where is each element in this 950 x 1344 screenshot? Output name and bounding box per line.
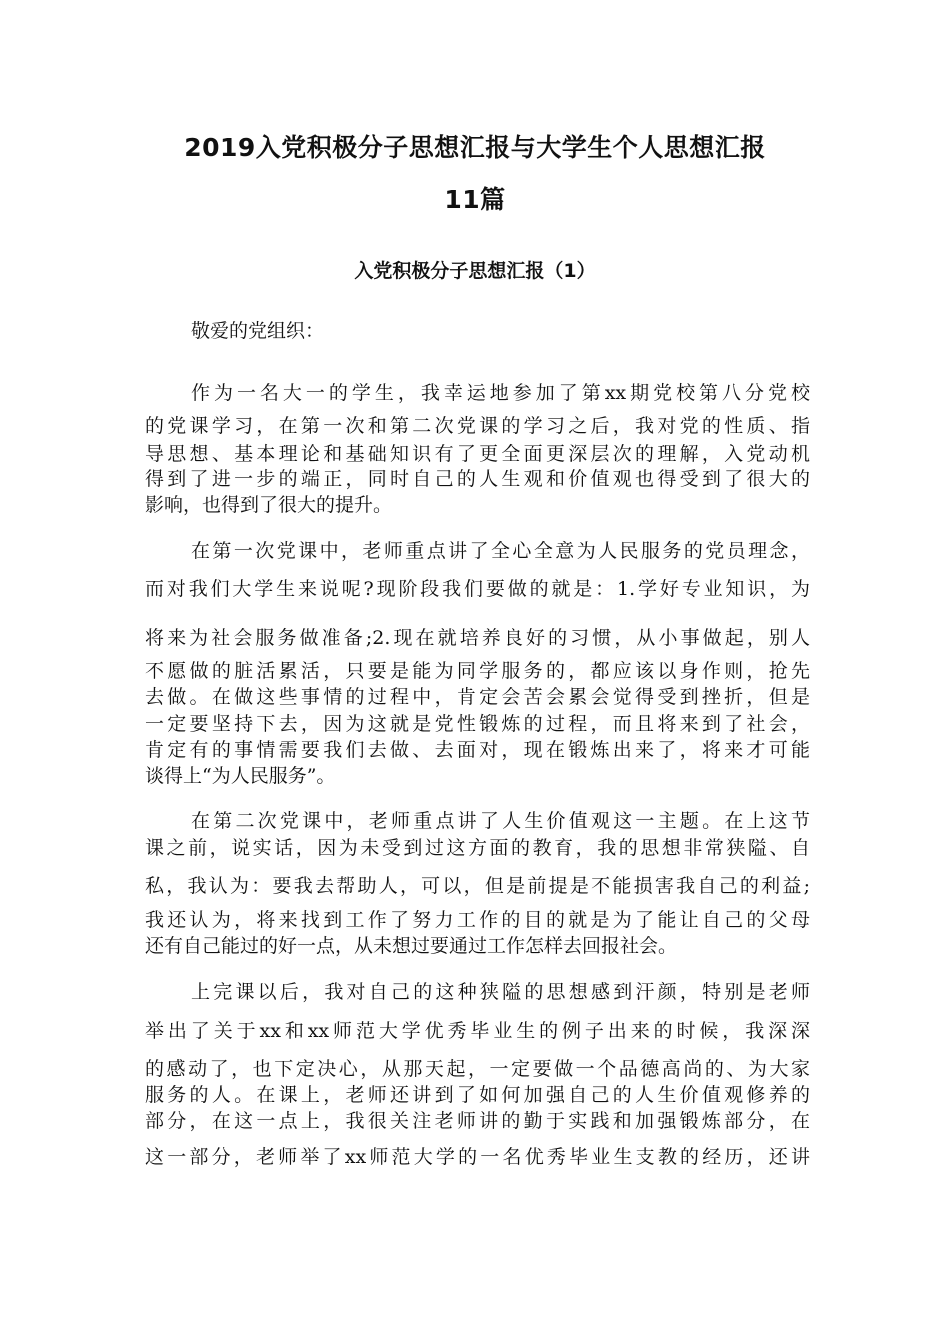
paragraph-2-line-6: 一定要坚持下去，因为这就是党性锻炼的过程，而且将来到了社会， — [145, 713, 810, 735]
paragraph-2-line-2: 而对我们大学生来说呢?现阶段我们要做的就是：1.学好专业知识，为 — [145, 578, 810, 600]
paragraph-1-line-2: 的党课学习，在第一次和第二次党课的学习之后，我对党的性质、指 — [145, 415, 810, 437]
paragraph-4-line-4: 服务的人。在课上，老师还讲到了如何加强自己的人生价值观修养的 — [145, 1084, 810, 1106]
section-heading: 入党积极分子思想汇报（1） — [354, 260, 596, 282]
paragraph-4-line-5: 部分，在这一点上，我很关注老师讲的勤于实践和加强锻炼部分，在 — [145, 1110, 810, 1132]
salutation: 敬爱的党组织： — [191, 320, 325, 342]
document-title-line-2: 11篇 — [444, 185, 506, 214]
paragraph-4-line-6: 这一部分，老师举了xx师范大学的一名优秀毕业生支教的经历，还讲 — [145, 1146, 810, 1168]
paragraph-2-line-3: 将来为社会服务做准备;2.现在就培养良好的习惯，从小事做起，别人 — [145, 627, 810, 649]
paragraph-2-line-1: 在第一次党课中，老师重点讲了全心全意为人民服务的党员理念， — [191, 540, 810, 562]
paragraph-2-line-4: 不愿做的脏活累活，只要是能为同学服务的，都应该以身作则，抢先 — [145, 660, 810, 682]
paragraph-2-line-5: 去做。在做这些事情的过程中，肯定会苦会累会觉得受到挫折，但是 — [145, 686, 810, 708]
paragraph-1-line-1: 作为一名大一的学生，我幸运地参加了第xx期党校第八分党校 — [191, 382, 810, 404]
paragraph-2-line-8: 谈得上“为人民服务”。 — [145, 765, 336, 787]
paragraph-3-line-3: 私，我认为：要我去帮助人，可以，但是前提是不能损害我自己的利益; — [145, 875, 810, 897]
paragraph-4-line-3: 的感动了，也下定决心，从那天起，一定要做一个品德高尚的、为大家 — [145, 1058, 810, 1080]
paragraph-4-line-1: 上完课以后，我对自己的这种狭隘的思想感到汗颜，特别是老师 — [191, 981, 810, 1003]
paragraph-1-line-3: 导思想、基本理论和基础知识有了更全面更深层次的理解，入党动机 — [145, 443, 810, 465]
paragraph-3-line-5: 还有自己能过的好一点，从未想过要通过工作怎样去回报社会。 — [145, 935, 678, 957]
paragraph-1-line-4: 得到了进一步的端正，同时自己的人生观和价值观也得受到了很大的 — [145, 468, 810, 490]
paragraph-2-line-7: 肯定有的事情需要我们去做、去面对，现在锻炼出来了，将来才可能 — [145, 739, 810, 761]
document-title-line-1: 2019入党积极分子思想汇报与大学生个人思想汇报 — [184, 133, 766, 162]
paragraph-4-line-2: 举出了关于xx和xx师范大学优秀毕业生的例子出来的时候，我深深 — [145, 1020, 810, 1042]
paragraph-3-line-2: 课之前，说实话，因为未受到过这方面的教育，我的思想非常狭隘、自 — [145, 837, 810, 859]
paragraph-3-line-1: 在第二次党课中，老师重点讲了人生价值观这一主题。在上这节 — [191, 810, 810, 832]
paragraph-3-line-4: 我还认为，将来找到工作了努力工作的目的就是为了能让自己的父母 — [145, 909, 810, 931]
paragraph-1-line-5: 影响，也得到了很大的提升。 — [145, 494, 393, 516]
